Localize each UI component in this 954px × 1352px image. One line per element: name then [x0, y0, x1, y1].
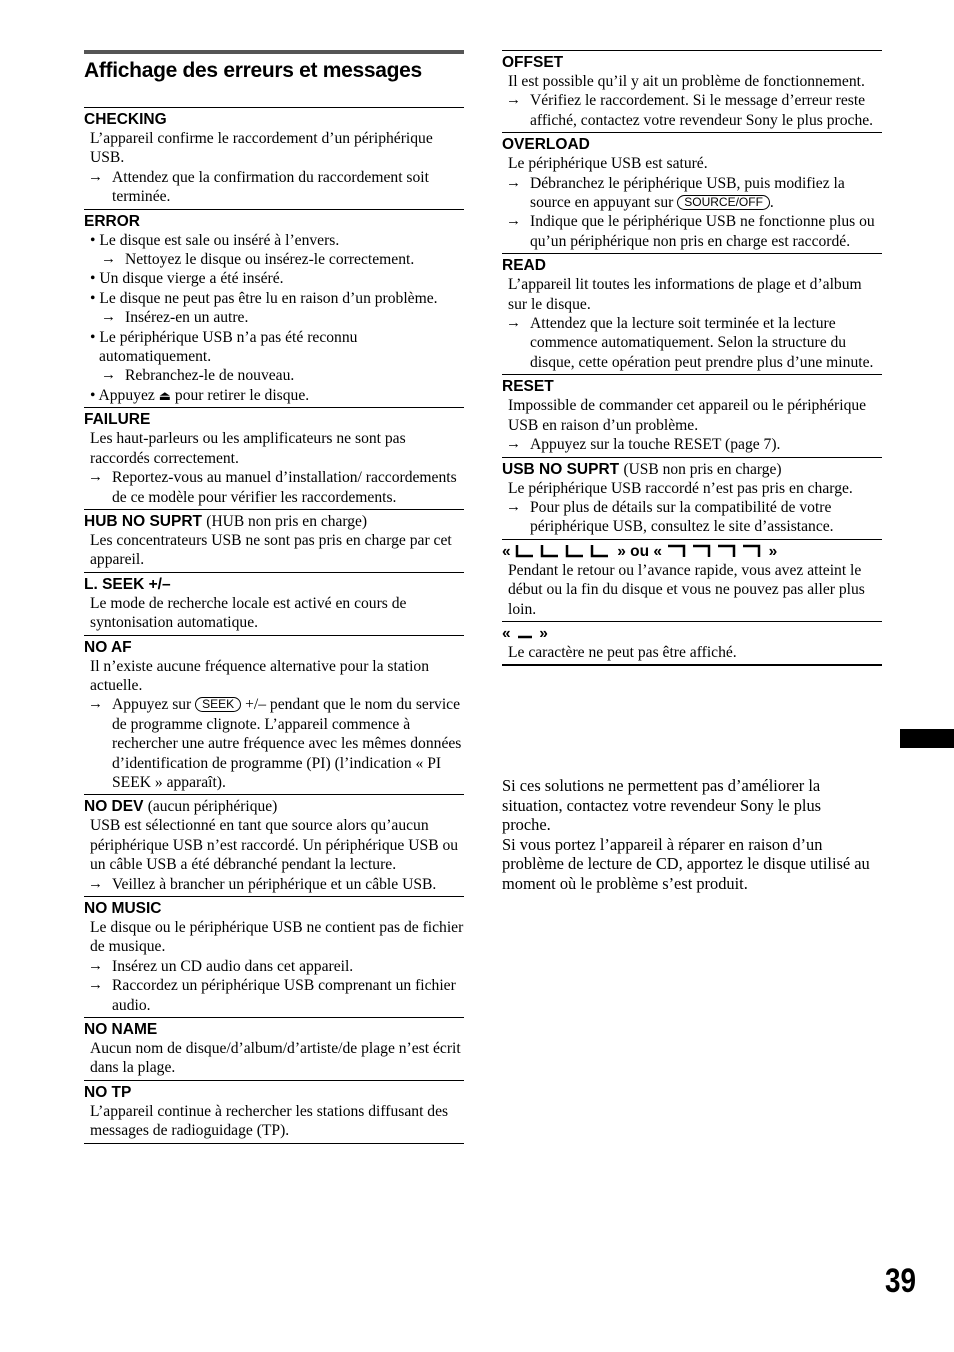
- entry-action: [90, 695, 464, 792]
- entry-no-af: [84, 636, 464, 796]
- underscore-segment-icon: [515, 626, 535, 640]
- entry-title: FAILURE: [84, 411, 151, 429]
- bullet-item: • Le périphérique USB n’a pas été reconnu automatiquement.: [90, 328, 358, 366]
- entry-subtitle: (HUB non pris en charge): [206, 512, 367, 530]
- closing-paragraph: Si vous portez l’appareil à réparer en raison d’un problème de lecture de CD, apportez le disque utilisé au moment où le problème s’est produit.: [502, 834, 870, 893]
- entry-action: → Raccordez un périphérique USB comprenant un fichier audio.: [90, 976, 464, 1015]
- entry-no-tp: [84, 1081, 464, 1144]
- section-tab-marker: [900, 729, 954, 748]
- entry-title-row: [502, 624, 882, 643]
- entry-title: RESET: [502, 378, 554, 396]
- entry-title: NO MUSIC: [84, 900, 162, 917]
- entry-title-row: [84, 797, 464, 816]
- entry-action: → Vérifiez le raccordement. Si le message d’erreur reste affiché, contactez votre revendeur Sony le plus proche.: [508, 91, 882, 130]
- entry-text: L’appareil confirme le raccordement d’un périphérique USB.: [90, 130, 433, 167]
- entry-text: Les concentrateurs USB ne sont pas pris en charge par cet appareil.: [90, 531, 452, 569]
- closing-note: [502, 776, 872, 893]
- entry-action: → Appuyez sur la touche RESET (page 7).: [508, 435, 882, 454]
- entry-title: ERROR: [84, 212, 140, 230]
- lower-corner-segments-icon: [515, 544, 613, 558]
- entry-text: Le périphérique USB raccordé n’est pas pris en charge.: [508, 479, 853, 497]
- entry-title: READ: [502, 257, 546, 275]
- page-title: Affichage des erreurs et messages: [84, 59, 422, 82]
- entry-title-row: [84, 512, 464, 531]
- entry-text: Le périphérique USB est saturé.: [508, 155, 708, 173]
- separator-ou: » ou «: [617, 542, 663, 560]
- entry-hub-no-suprt: [84, 510, 464, 573]
- entry-text: Les haut-parleurs ou les amplificateurs ne sont pas raccordés correctement.: [90, 430, 406, 467]
- entry-checking: [84, 108, 464, 210]
- page-title-block: [84, 50, 464, 108]
- entry-title: L. SEEK +/–: [84, 575, 171, 593]
- entry-text: Aucun nom de disque/d’album/d’artiste/de plage n’est écrit dans la plage.: [90, 1040, 461, 1077]
- left-column: [84, 50, 464, 1144]
- entry-action: → Nettoyez le disque ou insérez-le correctement.: [90, 250, 464, 269]
- entry-text: Le mode de recherche locale est activé en cours de syntonisation automatique.: [90, 594, 407, 632]
- entry-text: Impossible de commander cet appareil ou le périphérique USB en raison d’un problème.: [508, 397, 867, 434]
- bullet-item: • Le disque ne peut pas être lu en raison d’un problème.: [90, 289, 438, 307]
- source-off-button: SOURCE/OFF: [677, 195, 770, 210]
- entry-no-dev: [84, 795, 464, 897]
- entry-text: USB est sélectionné en tant que source alors qu’aucun périphérique USB n’est raccordé. Un périphérique USB ou un câble USB a été débranché pendant la lecture.: [90, 817, 459, 874]
- entry-action: → Insérez-en un autre.: [90, 308, 464, 327]
- bullet-prefix: • Appuyez: [90, 386, 155, 404]
- bullet-suffix: pour retirer le disque.: [174, 386, 310, 404]
- closing-paragraph: Si ces solutions ne permettent pas d’améliorer la situation, contactez votre revendeur Sony le plus proche.: [502, 776, 822, 834]
- entry-reset: [502, 375, 882, 457]
- right-column: [502, 50, 882, 666]
- entry-subtitle: (aucun périphérique): [147, 798, 278, 816]
- entry-title-row: [502, 542, 882, 561]
- entry-read: [502, 254, 882, 375]
- entry-action: → Insérez un CD audio dans cet appareil.: [90, 957, 464, 976]
- entry-text: L’appareil continue à rechercher les stations diffusant des messages de radioguidage (TP).: [90, 1102, 449, 1140]
- entry-no-name: [84, 1018, 464, 1081]
- entry-action: → Indique que le périphérique USB ne fonctionne plus ou qu’un périphérique non pris en charge est raccordé.: [508, 212, 882, 251]
- quote-close: »: [539, 624, 548, 642]
- entry-title: OVERLOAD: [502, 136, 590, 154]
- entry-action: → Pour plus de détails sur la compatibilité de votre périphérique USB, consultez le site d’assistance.: [508, 498, 882, 537]
- bullet-item-eject: [90, 386, 464, 405]
- action-suffix: +/– pendant que le nom du service de programme clignote. L’appareil commence à rechercher une autre fréquence avec les mêmes données d’identification de programme (PI) (l’indication « PI SEEK » apparaît).: [112, 696, 462, 791]
- entry-action: → Attendez que la confirmation du raccordement soit terminée.: [90, 168, 464, 207]
- entry-scroll-limit: [502, 540, 882, 622]
- quote-close: »: [768, 542, 778, 560]
- entry-failure: [84, 408, 464, 510]
- quote-open: «: [502, 542, 511, 560]
- entry-action: [508, 174, 882, 213]
- action-prefix: Appuyez sur: [112, 696, 192, 714]
- entry-title: NO TP: [84, 1083, 132, 1101]
- entry-text: Le caractère ne peut pas être affiché.: [508, 643, 737, 661]
- seek-button: SEEK: [195, 697, 241, 712]
- entry-title: USB NO SUPRT: [502, 460, 620, 478]
- entry-action: → Rebranchez-le de nouveau.: [90, 366, 464, 385]
- entry-text: Pendant le retour ou l’avance rapide, vous avez atteint le début ou la fin du disque et vous ne pouvez pas aller plus loin.: [508, 561, 865, 618]
- action-suffix: .: [769, 194, 774, 212]
- entry-usb-no-suprt: [502, 458, 882, 540]
- entry-title: NO NAME: [84, 1021, 158, 1039]
- entry-text: Il est possible qu’il y ait un problème de fonctionnement.: [508, 73, 865, 90]
- entry-text: Il n’existe aucune fréquence alternative pour la station actuelle.: [90, 657, 430, 694]
- entry-title-row: [502, 460, 882, 479]
- entry-text: L’appareil lit toutes les informations de plage et d’album sur le disque.: [508, 276, 862, 313]
- quote-open: «: [502, 624, 511, 642]
- entry-overload: [502, 133, 882, 254]
- entry-text: Le disque ou le périphérique USB ne contient pas de fichier de musique.: [90, 919, 464, 956]
- action-prefix: Débranchez le périphérique USB, puis modifiez la source en appuyant sur: [530, 174, 845, 212]
- entry-title: NO DEV: [84, 798, 144, 816]
- entry-offset: [502, 50, 882, 133]
- entry-no-music: [84, 897, 464, 1018]
- page-number: 39: [885, 1262, 917, 1300]
- entry-title: HUB NO SUPRT: [84, 512, 202, 530]
- entry-subtitle: (USB non pris en charge): [623, 460, 782, 478]
- entry-undisplayable-char: [502, 622, 882, 666]
- bullet-item: • Le disque est sale ou inséré à l’envers.: [90, 231, 340, 249]
- entry-action: → Attendez que la lecture soit terminée et la lecture commence automatiquement. Selon la structure du disque, cette opération peut prendre plus d’une minute.: [508, 314, 882, 372]
- entry-action: → Reportez-vous au manuel d’installation/ raccordements de ce modèle pour vérifier les raccordements.: [90, 468, 464, 507]
- bullet-item: • Un disque vierge a été inséré.: [90, 270, 284, 288]
- entry-error: [84, 210, 464, 409]
- entry-title: CHECKING: [84, 111, 167, 128]
- upper-corner-segments-icon: [666, 544, 764, 558]
- entry-action: → Veillez à brancher un périphérique et un câble USB.: [90, 875, 464, 894]
- entry-l-seek: [84, 573, 464, 636]
- eject-icon: ⏏: [158, 387, 171, 403]
- entry-title: NO AF: [84, 638, 132, 656]
- entry-title: OFFSET: [502, 54, 564, 71]
